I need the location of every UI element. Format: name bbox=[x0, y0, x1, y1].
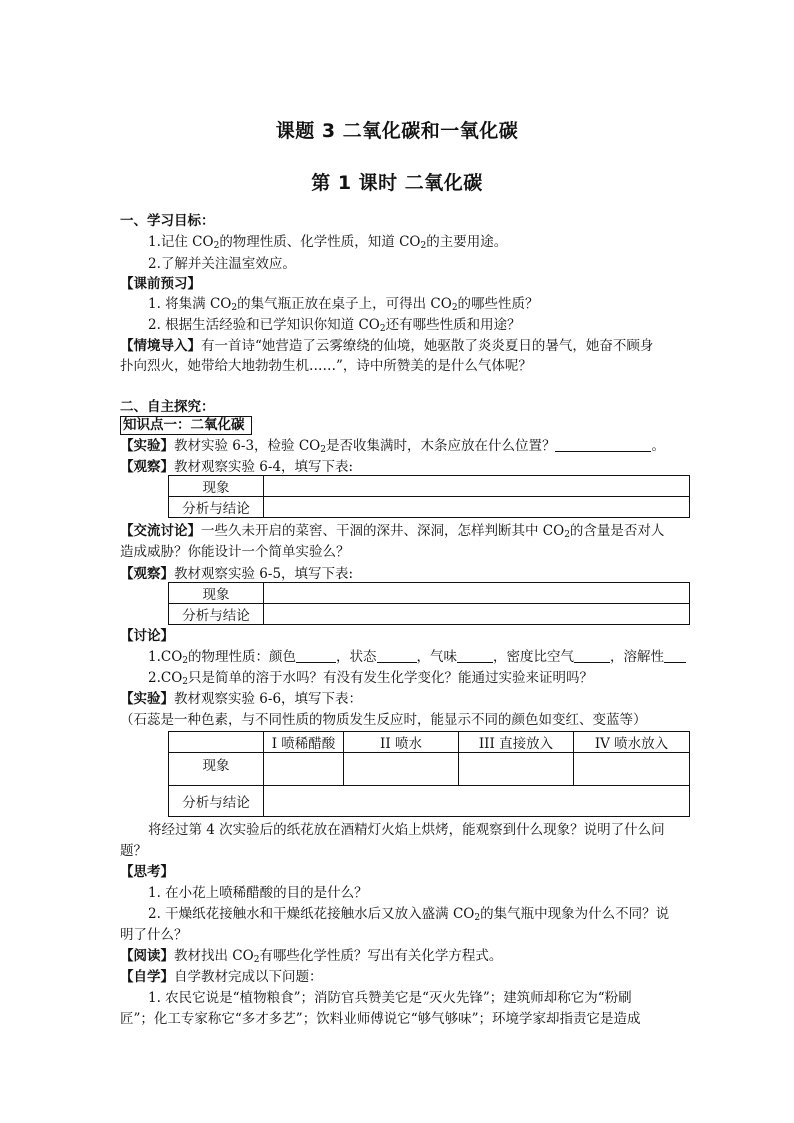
observation-table-1 bbox=[168, 475, 690, 518]
lesson-title: 课题 3 二氧化碳和一氧化碳 bbox=[275, 120, 519, 142]
answer-blank[interactable] bbox=[457, 648, 493, 663]
answer-cell[interactable] bbox=[264, 497, 690, 518]
row-label: 现象 bbox=[169, 583, 264, 604]
corner-cell bbox=[169, 732, 264, 753]
observation-1: 【观察】教材观察实验 6-4，填写下表: bbox=[120, 459, 354, 475]
discussion-line-1: 【交流讨论】一些久未开启的菜窖、干涸的深井、深洞，怎样判断其中 $CO_2$的含量是否对人 bbox=[120, 523, 665, 540]
goal-2: 2.了解并关注温室效应。 bbox=[148, 256, 296, 272]
answer-cell[interactable] bbox=[264, 604, 690, 625]
reading-task: 【阅读】教材找出 $CO_2$有哪些化学性质？写出有关化学方程式。 bbox=[120, 948, 503, 965]
answer-blank[interactable] bbox=[555, 437, 651, 452]
column-header: IV 喷水放入 bbox=[574, 732, 690, 753]
self-study: 【自学】自学教材完成以下问题： bbox=[120, 969, 323, 985]
table-header-row bbox=[169, 732, 690, 753]
experiment-1: 【实验】教材实验 6-3，检验 $CO_2$是否收集满时，木条应放在什么位置？ 。 bbox=[120, 438, 665, 455]
answer-cell[interactable] bbox=[264, 476, 690, 497]
row-label: 现象 bbox=[169, 476, 264, 497]
answer-cell[interactable] bbox=[574, 753, 690, 786]
goal-1: 1.记住 $CO_2$的物理性质、化学性质，知道 $CO_2$的主要用途。 bbox=[148, 234, 508, 251]
knowledge-point-1: 知识点一：二氧化碳 bbox=[120, 415, 680, 435]
intro-label: 【情境导入】 bbox=[120, 338, 201, 354]
self-study-line-1: 1. 农民它说是“植物粮食”；消防官兵赞美它是“灭火先锋”；建筑师却称它为“粉刷 bbox=[148, 990, 632, 1006]
answer-blank[interactable] bbox=[574, 648, 610, 663]
section-heading-goals: 一、学习目标： bbox=[120, 213, 215, 229]
column-header: I 喷稀醋酸 bbox=[264, 732, 344, 753]
preview-heading: 【课前预习】 bbox=[120, 276, 201, 292]
discussion-heading: 【讨论】 bbox=[120, 628, 174, 644]
think-question-2-cont: 明了什么？ bbox=[120, 927, 188, 943]
answer-blank[interactable] bbox=[296, 648, 336, 663]
discussion-question-1: $1.CO_2$的物理性质：颜色 ，状态 ，气味 ，密度比空气 ，溶解性 bbox=[148, 647, 688, 667]
row-label: 分析与结论 bbox=[169, 497, 264, 518]
table-row bbox=[169, 786, 690, 817]
lesson-subtitle: 第 1 课时 二氧化碳 bbox=[311, 172, 483, 194]
preview-question-1: 1. 将集满 $CO_2$的集气瓶正放在桌子上，可得出 $CO_2$的哪些性质？ bbox=[148, 296, 539, 313]
answer-cell[interactable] bbox=[264, 583, 690, 604]
row-label: 分析与结论 bbox=[169, 786, 264, 817]
answer-blank[interactable] bbox=[377, 648, 417, 663]
self-study-line-2: 匠”；化工专家称它“多才多艺”；饮料业师傅说它“够气够味”；环境学家却指责它是造成 bbox=[120, 1011, 641, 1027]
table-row bbox=[169, 604, 690, 625]
preview-question-2: 2. 根据生活经验和已学知识你知道 $CO_2$还有哪些性质和用途？ bbox=[148, 317, 521, 334]
table-row bbox=[169, 476, 690, 497]
discussion-line-2: 造成威胁？你能设计一个简单实验么？ bbox=[120, 544, 350, 560]
table-row bbox=[169, 583, 690, 604]
experiment-2: 【实验】教材观察实验 6-6，填写下表： bbox=[120, 691, 363, 707]
observation-2: 【观察】教材观察实验 6-5，填写下表: bbox=[120, 566, 354, 582]
column-header: III 直接放入 bbox=[459, 732, 574, 753]
answer-cell[interactable] bbox=[459, 753, 574, 786]
after-experiment-line-2: 题？ bbox=[120, 843, 147, 859]
intro-line-1: 【情境导入】有一首诗“她营造了云雾缭绕的仙境，她驱散了炎炎夏日的暑气，她奋不顾身 bbox=[120, 338, 654, 354]
answer-cell[interactable] bbox=[264, 786, 690, 817]
section-heading-explore: 二、自主探究： bbox=[120, 399, 215, 415]
experiment-table bbox=[168, 731, 690, 817]
answer-cell[interactable] bbox=[344, 753, 459, 786]
column-header: II 喷水 bbox=[344, 732, 459, 753]
discussion-question-2: $2.CO_2$只是简单的溶于水吗？有没有发生化学变化？能通过实验来证明吗？ bbox=[148, 670, 594, 687]
row-label: 现象 bbox=[169, 753, 264, 786]
think-question-1: 1. 在小花上喷稀醋酸的目的是什么？ bbox=[148, 885, 368, 901]
answer-cell[interactable] bbox=[264, 753, 344, 786]
answer-blank[interactable] bbox=[664, 648, 686, 663]
table-row bbox=[169, 497, 690, 518]
table-row bbox=[169, 753, 690, 786]
after-experiment-line-1: 将经过第 4 次实验后的纸花放在酒精灯火焰上烘烤，能观察到什么现象？说明了什么问 bbox=[148, 822, 665, 838]
think-question-2: 2. 干燥纸花接触水和干燥纸花接触水后又放入盛满 $CO_2$的集气瓶中现象为什么不同？说 bbox=[148, 906, 670, 923]
row-label: 分析与结论 bbox=[169, 604, 264, 625]
think-heading: 【思考】 bbox=[120, 864, 174, 880]
intro-line-2: 扑向烈火，她带给大地勃勃生机……”，诗中所赞美的是什么气体呢？ bbox=[120, 358, 532, 374]
observation-table-2 bbox=[168, 582, 690, 625]
litmus-note: （石蕊是一种色素，与不同性质的物质发生反应时，能显示不同的颜色如变红、变蓝等） bbox=[120, 712, 647, 728]
